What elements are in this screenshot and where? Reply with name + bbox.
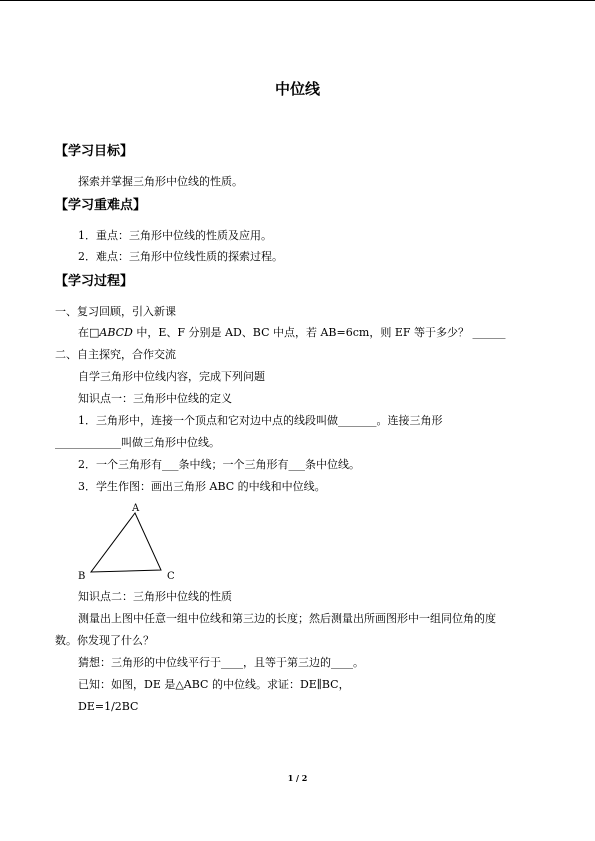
key-item-2: 2．难点：三角形中位线性质的探索过程。: [78, 250, 283, 263]
process-heading: 【学习过程】: [55, 274, 134, 289]
key-heading: 【学习重难点】: [55, 198, 147, 213]
knowledge-point-2: 知识点二：三角形中位线的性质: [78, 590, 232, 603]
question-1-line-b: ____________叫做三角形中位线。: [55, 436, 220, 449]
top-rule: [0, 0, 595, 1]
vertex-a-label: A: [132, 503, 140, 514]
part1-title: 一、复习回顾，引入新课: [55, 305, 176, 318]
knowledge-point-1: 知识点一：三角形中位线的定义: [78, 392, 232, 405]
page-number: 1 / 2: [287, 773, 308, 783]
conclusion-line: DE=1/2BC: [78, 700, 139, 713]
part1-question-pre: 在: [78, 326, 89, 339]
part1-question-post: 中，E、F 分别是 AD、BC 中点，若 AB=6cm，则 EF 等于多少？ ______: [132, 326, 506, 339]
vertex-b-label: B: [78, 571, 86, 582]
question-2: 2．一个三角形有___条中线；一个三角形有___条中位线。: [78, 458, 360, 471]
measure-line-a: 测量出上图中任意一组中位线和第三边的长度；然后测量出所画图形中一组同位角的度: [78, 612, 496, 625]
measure-line-b: 数。你发现了什么？: [55, 634, 154, 647]
triangle-figure: [70, 500, 190, 586]
triangle-abc: [91, 513, 161, 572]
part1-question: [78, 326, 505, 340]
key-item-1: 1．重点：三角形中位线的性质及应用。: [78, 229, 272, 242]
page-title: 中位线: [274, 80, 320, 98]
parallelogram-label: □ABCD: [89, 326, 133, 339]
known-line: 已知：如图，DE 是△ABC 的中位线。求证：DE∥BC，: [78, 678, 350, 691]
vertex-c-label: C: [167, 571, 175, 582]
goal-heading: 【学习目标】: [55, 144, 134, 159]
question-3: 3．学生作图：画出三角形 ABC 的中线和中位线。: [78, 480, 326, 493]
part2-intro: 自学三角形中位线内容，完成下列问题: [78, 370, 265, 383]
guess-line: 猜想：三角形的中位线平行于____，且等于第三边的____。: [78, 656, 364, 669]
part2-title: 二、自主探究，合作交流: [55, 348, 176, 361]
question-1-line-a: 1．三角形中，连接一个顶点和它对边中点的线段叫做_______。连接三角形: [78, 414, 443, 427]
goal-text: 探索并掌握三角形中位线的性质。: [78, 175, 243, 188]
